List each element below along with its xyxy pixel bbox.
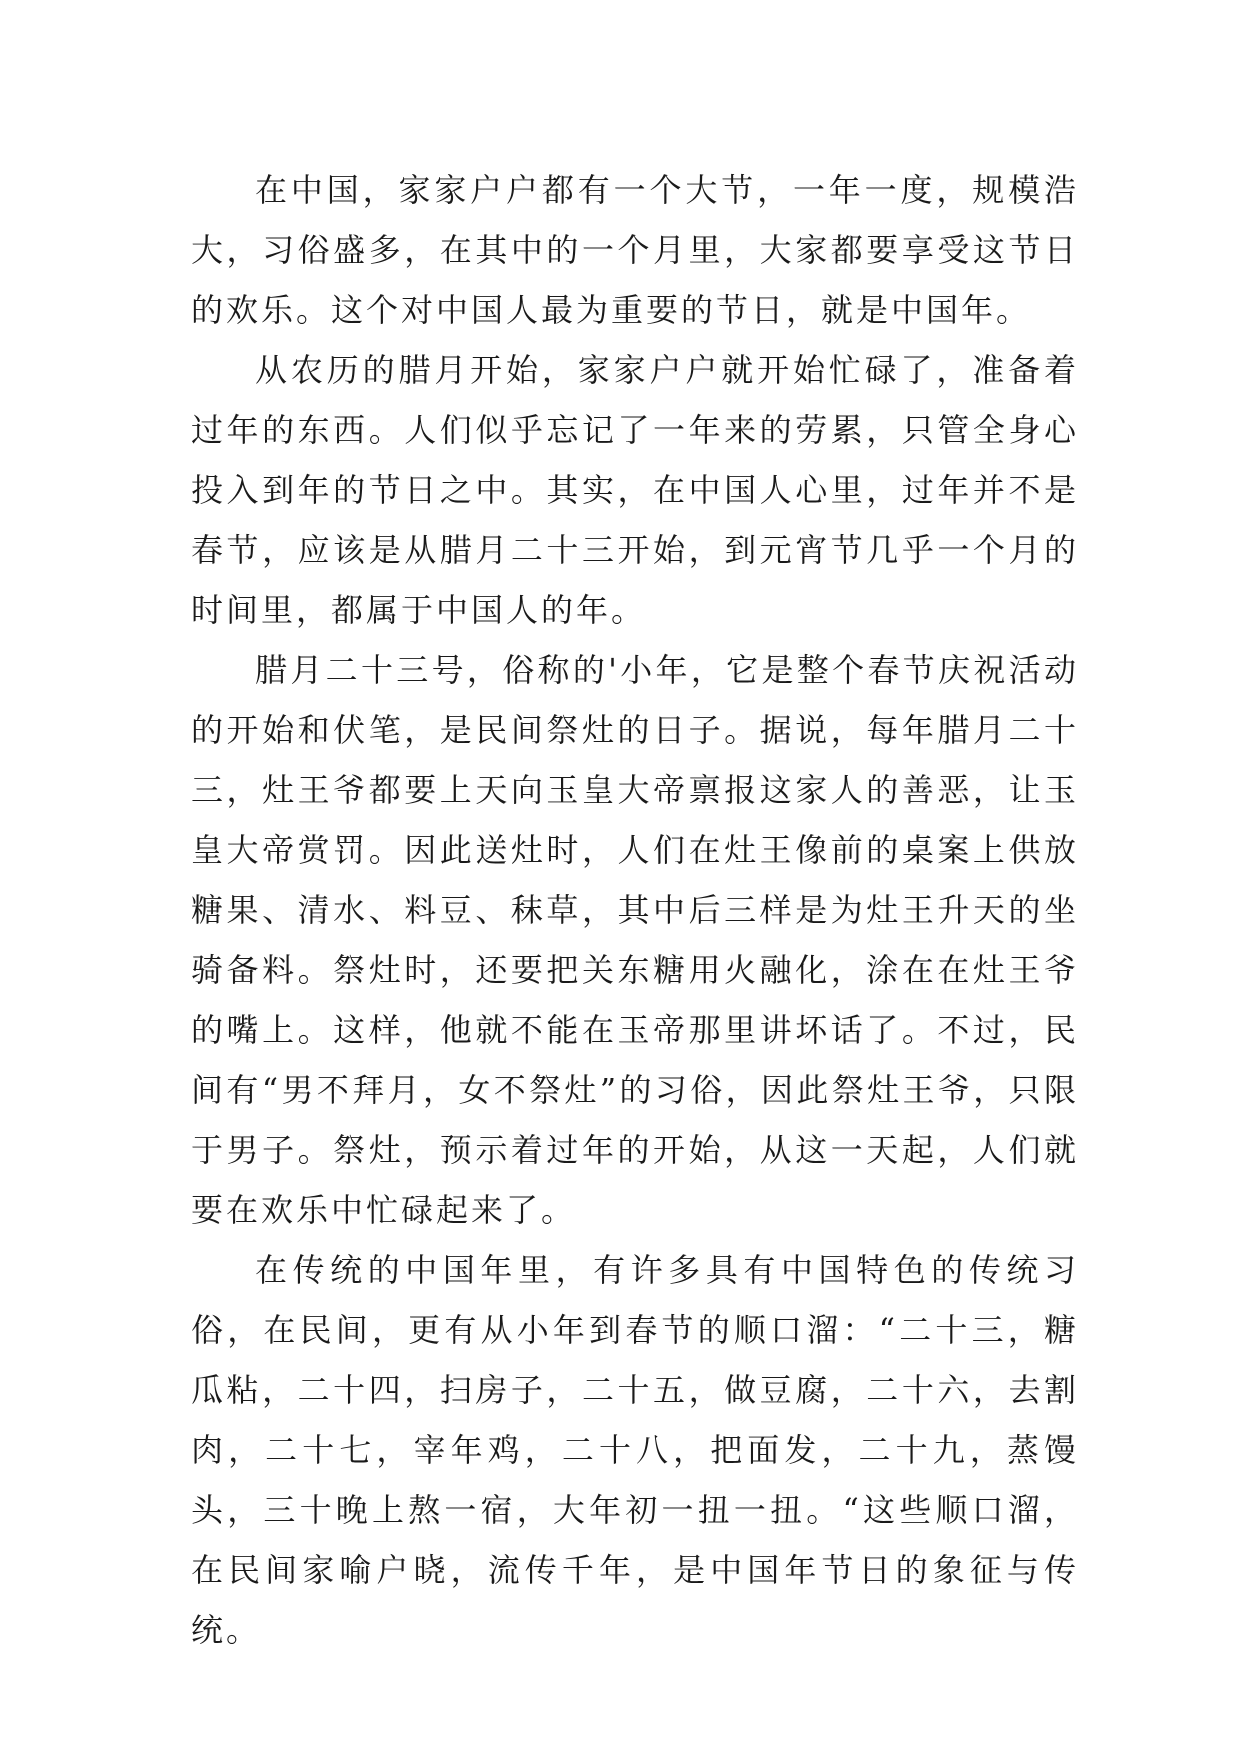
paragraph-4: 在传统的中国年里，有许多具有中国特色的传统习俗，在民间，更有从小年到春节的顺口溜：“二十三，糖瓜粘，二十四，扫房子，二十五，做豆腐，二十六，去割肉，二十七，宰年鸡，二十八，把面发，二十九，蒸馒头，三十晚上熬一宿，大年初一扭一扭。“这些顺口溜，在民间家喻户晓，流传千年，是中国年节日的象征与传统。 bbox=[191, 1251, 1079, 1649]
paragraph-1: 在中国，家家户户都有一个大节，一年一度，规模浩大，习俗盛多，在其中的一个月里，大家都要享受这节日的欢乐。这个对中国人最为重要的节日，就是中国年。 bbox=[191, 171, 1079, 329]
paragraph-3: 腊月二十三号，俗称的'小年，它是整个春节庆祝活动的开始和伏笔，是民间祭灶的日子。据说，每年腊月二十三，灶王爷都要上天向玉皇大帝禀报这家人的善恶，让玉皇大帝赏罚。因此送灶时，人们在灶王像前的桌案上供放糖果、清水、料豆、秣草，其中后三样是为灶王升天的坐骑备料。祭灶时，还要把关东糖用火融化，涂在在灶王爷的嘴上。这样，他就不能在玉帝那里讲坏话了。不过，民间有“男不拜月，女不祭灶”的习俗，因此祭灶王爷，只限于男子。祭灶，预示着过年的开始，从这一天起，人们就要在欢乐中忙碌起来了。 bbox=[191, 651, 1079, 1229]
paragraph-2: 从农历的腊月开始，家家户户就开始忙碌了，准备着过年的东西。人们似乎忘记了一年来的劳累，只管全身心投入到年的节日之中。其实，在中国人心里，过年并不是春节，应该是从腊月二十三开始，到元宵节几乎一个月的时间里，都属于中国人的年。 bbox=[191, 351, 1079, 629]
document-body bbox=[191, 160, 1079, 1660]
